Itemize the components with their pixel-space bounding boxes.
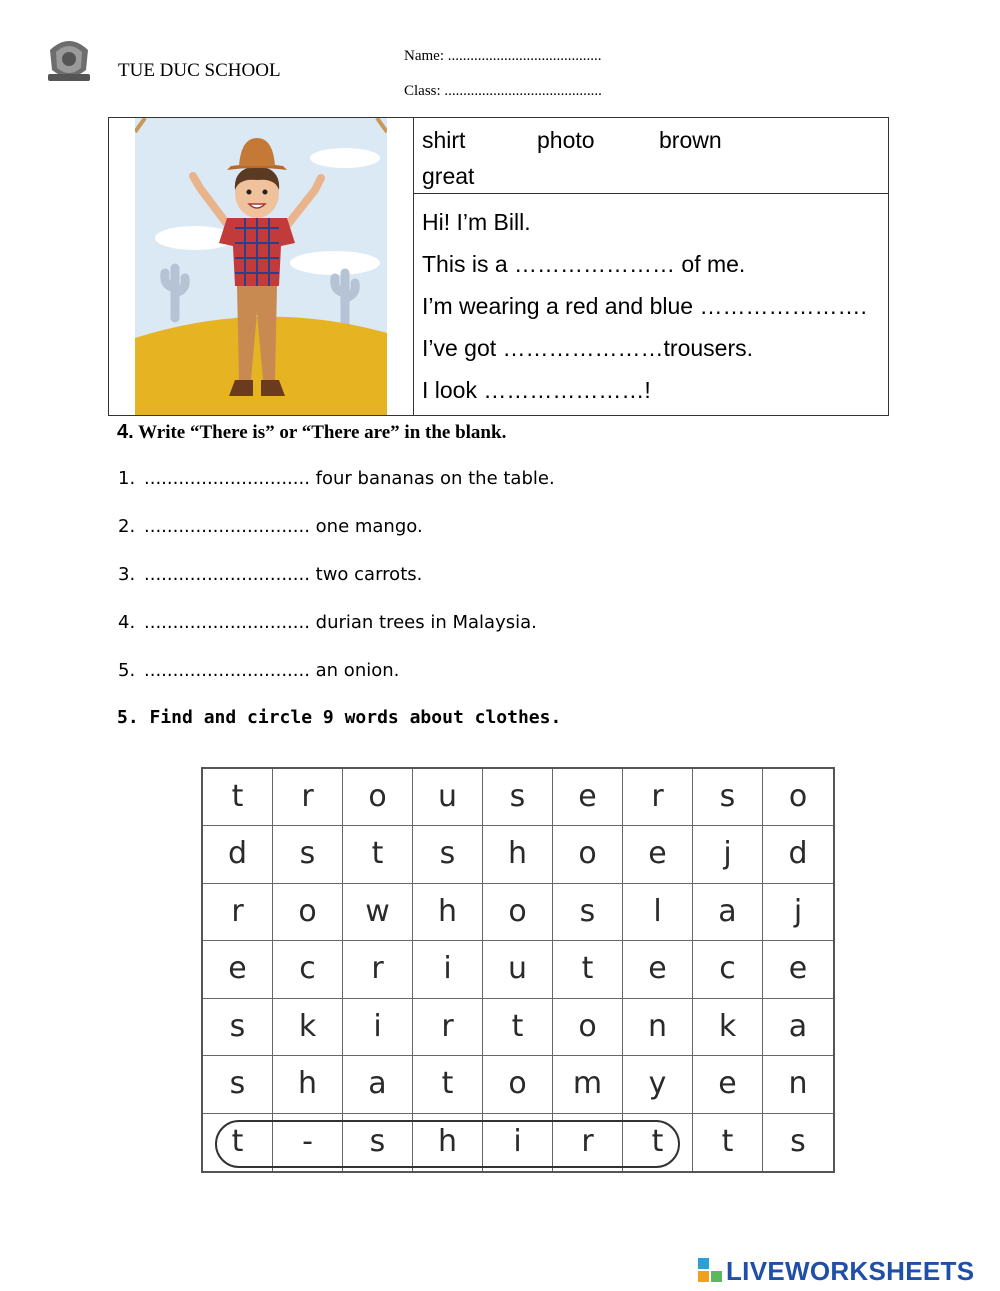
story-line-blank[interactable]: I’m wearing a red and blue …………………. xyxy=(422,293,867,319)
grid-cell[interactable]: k xyxy=(693,999,763,1056)
grid-cell[interactable]: a xyxy=(343,1056,413,1113)
word-search-grid[interactable] xyxy=(201,767,835,1173)
name-field[interactable]: Name: ......................................... xyxy=(404,48,602,64)
grid-cell[interactable]: l xyxy=(623,884,693,941)
grid-cell[interactable]: s xyxy=(273,826,343,883)
grid-cell[interactable]: c xyxy=(693,941,763,998)
grid-cell[interactable]: t xyxy=(483,999,553,1056)
grid-cell[interactable]: s xyxy=(483,769,553,826)
grid-cell[interactable]: i xyxy=(343,999,413,1056)
grid-cell[interactable]: - xyxy=(273,1114,343,1171)
word-bank-item: photo xyxy=(537,127,595,153)
grid-cell[interactable]: r xyxy=(273,769,343,826)
exercise-item[interactable] xyxy=(118,468,555,489)
item-text: ............................. one mango. xyxy=(144,516,423,537)
school-crest-logo xyxy=(46,30,92,84)
grid-cell[interactable]: n xyxy=(763,1056,833,1113)
grid-cell[interactable]: t xyxy=(343,826,413,883)
cowboy-boy-illustration xyxy=(135,118,387,415)
class-field[interactable]: Class: .......................................... xyxy=(404,83,602,99)
item-number: 4. xyxy=(118,612,136,633)
reading-table xyxy=(108,117,889,416)
story-line-blank[interactable]: I’ve got …………………trousers. xyxy=(422,335,754,361)
grid-cell[interactable]: s xyxy=(203,1056,273,1113)
word-bank-item: brown xyxy=(659,127,722,153)
grid-cell[interactable]: s xyxy=(553,884,623,941)
grid-cell[interactable]: s xyxy=(203,999,273,1056)
section-5-heading: 5. Find and circle 9 words about clothes. xyxy=(117,707,562,728)
grid-cell[interactable]: o xyxy=(483,884,553,941)
word-bank xyxy=(422,122,882,194)
grid-cell[interactable]: r xyxy=(623,769,693,826)
section-4-heading xyxy=(117,421,506,444)
story-line-blank[interactable]: I look …………………! xyxy=(422,377,651,403)
grid-cell[interactable]: i xyxy=(483,1114,553,1171)
exercise-item[interactable] xyxy=(118,660,399,681)
grid-cell[interactable]: s xyxy=(343,1114,413,1171)
exercise-item[interactable] xyxy=(118,516,423,537)
school-name: TUE DUC SCHOOL xyxy=(118,60,281,81)
grid-cell[interactable]: u xyxy=(413,769,483,826)
grid-cell[interactable]: i xyxy=(413,941,483,998)
grid-cell[interactable]: t xyxy=(203,769,273,826)
grid-cell[interactable]: o xyxy=(553,826,623,883)
grid-cell[interactable]: m xyxy=(553,1056,623,1113)
grid-cell[interactable]: a xyxy=(763,999,833,1056)
grid-cell[interactable]: t xyxy=(623,1114,693,1171)
grid-cell[interactable]: t xyxy=(693,1114,763,1171)
grid-cell[interactable]: j xyxy=(693,826,763,883)
grid-cell[interactable]: o xyxy=(763,769,833,826)
grid-cell[interactable]: j xyxy=(763,884,833,941)
grid-cell[interactable]: w xyxy=(343,884,413,941)
grid-cell[interactable]: s xyxy=(693,769,763,826)
grid-cell[interactable]: a xyxy=(693,884,763,941)
grid-cell[interactable]: r xyxy=(413,999,483,1056)
grid-cell[interactable]: y xyxy=(623,1056,693,1113)
story-line-blank[interactable]: This is a ………………… of me. xyxy=(422,251,746,277)
grid-cell[interactable]: t xyxy=(553,941,623,998)
item-number: 3. xyxy=(118,564,136,585)
item-text: ............................. two carrots. xyxy=(144,564,423,585)
grid-cell[interactable]: r xyxy=(553,1114,623,1171)
exercise-item[interactable] xyxy=(118,612,537,633)
grid-cell[interactable]: c xyxy=(273,941,343,998)
brand-name: LIVEWORKSHEETS xyxy=(726,1256,975,1286)
section-title: Write “There is” or “There are” in the blank. xyxy=(138,422,507,443)
grid-cell[interactable]: o xyxy=(273,884,343,941)
grid-cell[interactable]: u xyxy=(483,941,553,998)
grid-cell[interactable]: t xyxy=(203,1114,273,1171)
grid-cell[interactable]: s xyxy=(790,1123,806,1159)
section-number: 4. xyxy=(117,421,134,443)
word-bank-item: great xyxy=(422,163,475,189)
table-divider xyxy=(413,118,414,415)
example-circle xyxy=(215,1120,680,1168)
grid-cell[interactable]: d xyxy=(763,826,833,883)
grid-cell[interactable]: o xyxy=(343,769,413,826)
item-number: 1. xyxy=(118,468,136,489)
liveworksheets-logo-icon xyxy=(698,1258,722,1282)
grid-cell[interactable]: e xyxy=(623,941,693,998)
grid-cell[interactable]: h xyxy=(273,1056,343,1113)
grid-cell[interactable]: k xyxy=(273,999,343,1056)
exercise-item[interactable] xyxy=(118,564,422,585)
grid-cell[interactable]: e xyxy=(553,769,623,826)
story-text xyxy=(422,201,892,411)
story-line: Hi! I’m Bill. xyxy=(422,209,531,235)
item-text: ............................. an onion. xyxy=(144,660,400,681)
item-text: ............................. durian trees in Malaysia. xyxy=(144,612,537,633)
grid-cell[interactable]: o xyxy=(553,999,623,1056)
grid-cell[interactable]: h xyxy=(413,1114,483,1171)
grid-cell[interactable]: o xyxy=(483,1056,553,1113)
grid-cell[interactable]: r xyxy=(343,941,413,998)
grid-cell[interactable]: t xyxy=(413,1056,483,1113)
grid-cell[interactable]: n xyxy=(623,999,693,1056)
grid-cell[interactable]: r xyxy=(203,884,273,941)
grid-cell[interactable]: h xyxy=(413,884,483,941)
grid-cell[interactable]: e xyxy=(763,941,833,998)
grid-cell[interactable]: e xyxy=(693,1056,763,1113)
grid-cell[interactable]: d xyxy=(203,826,273,883)
item-text: ............................. four bananas on the table. xyxy=(144,468,555,489)
grid-cell[interactable]: s xyxy=(413,826,483,883)
grid-cell[interactable]: e xyxy=(203,941,273,998)
word-bank-item: shirt xyxy=(422,127,466,153)
grid-cell[interactable]: h xyxy=(483,826,553,883)
grid-cell[interactable]: e xyxy=(623,826,693,883)
item-number: 2. xyxy=(118,516,136,537)
item-number: 5. xyxy=(118,660,136,681)
